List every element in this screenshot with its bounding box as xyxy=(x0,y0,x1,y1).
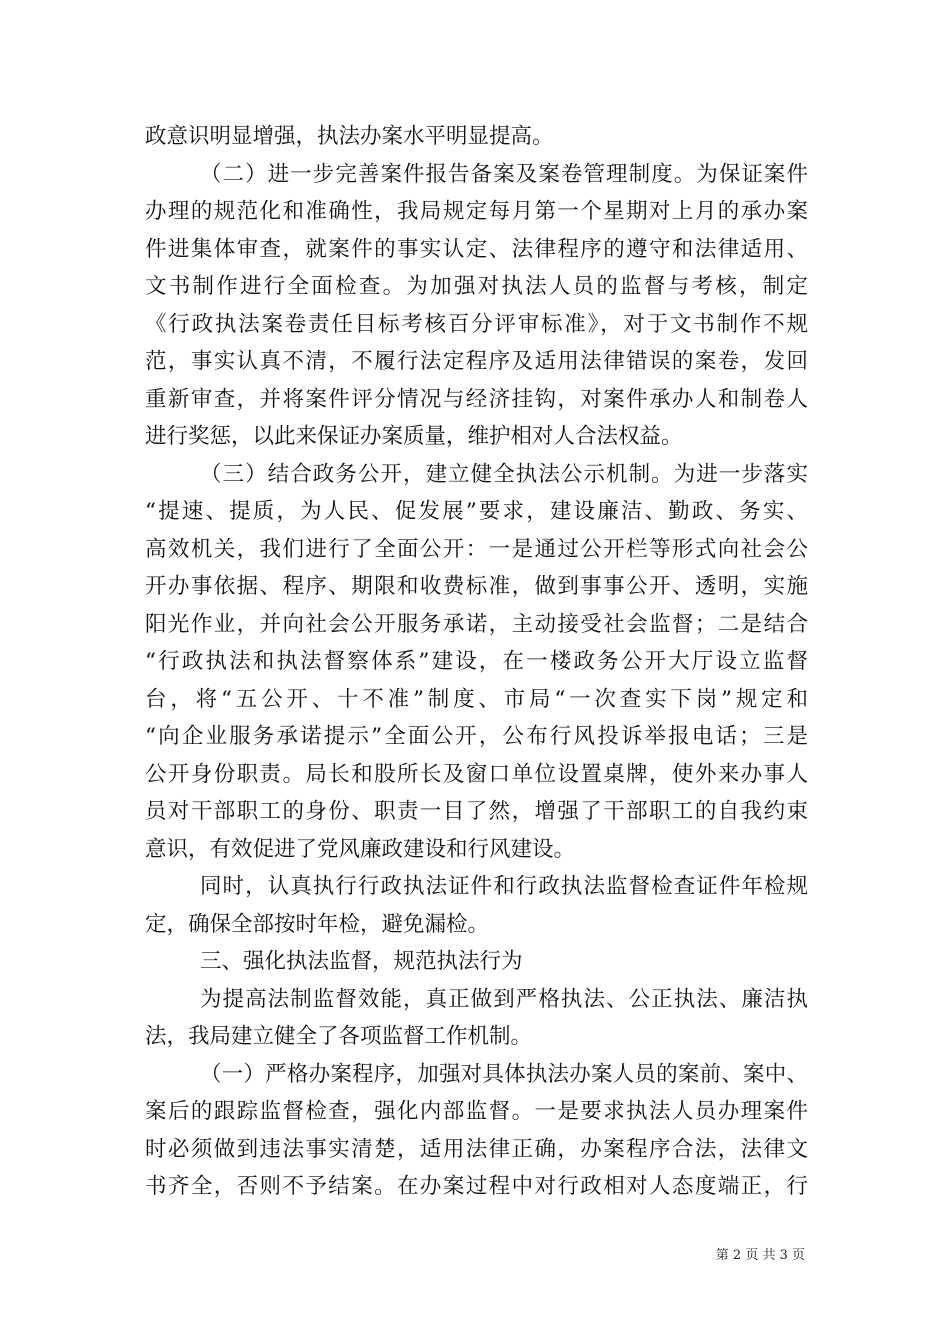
text-line: 员对干部职工的身份、职责一目了然，增强了干部职工的自我约束 xyxy=(145,799,808,824)
body-text xyxy=(145,118,808,1206)
text-line: 法，我局建立健全了各项监督工作机制。 xyxy=(145,1024,533,1049)
text-line: 定，确保全部按时年检，避免漏检。 xyxy=(145,911,490,937)
text-line: 阳光作业，并向社会公开服务承诺，主动接受社会监督；二是结合 xyxy=(145,611,808,637)
text-line: 意识，有效促进了党风廉政建设和行风建设。 xyxy=(145,836,576,862)
text-line: 案后的跟踪监督检查，强化内部监督。一是要求执法人员办理案件 xyxy=(145,1099,808,1124)
text-line: （二）进一步完善案件报告备案及案卷管理制度。为保证案件 xyxy=(200,161,808,187)
text-line: 同时，认真执行行政执法证件和行政执法监督检查证件年检规 xyxy=(200,874,808,899)
text-line: 三、强化执法监督，规范执法行为 xyxy=(200,949,523,974)
text-line: 高效机关，我们进行了全面公开：一是通过公开栏等形式向社会公 xyxy=(145,536,808,562)
text-line: 公开身份职责。局长和股所长及窗口单位设置桌牌，使外来办事人 xyxy=(145,761,808,787)
text-line: 开办事依据、程序、期限和收费标准，做到事事公开、透明，实施 xyxy=(145,574,808,599)
text-line: “向企业服务承诺提示”全面公开，公布行风投诉举报电话；三是 xyxy=(145,724,808,749)
text-line: 范，事实认真不清，不履行法定程序及适用法律错误的案卷，发回 xyxy=(145,349,808,374)
text-line: （三）结合政务公开，建立健全执法公示机制。为进一步落实 xyxy=(200,461,808,487)
text-line: （一）严格办案程序，加强对具体执法办案人员的案前、案中、 xyxy=(200,1061,808,1087)
text-line: 办理的规范化和准确性，我局规定每月第一个星期对上月的承办案 xyxy=(145,199,808,224)
text-line: 《行政执法案卷责任目标考核百分评审标准》，对于文书制作不规 xyxy=(145,311,808,337)
text-line: 件进集体审查，就案件的事实认定、法律程序的遵守和法律适用、 xyxy=(145,236,808,262)
text-line: 政意识明显增强，执法办案水平明显提高。 xyxy=(145,124,554,149)
text-line: 时必须做到违法事实清楚，适用法律正确，办案程序合法，法律文 xyxy=(145,1136,808,1162)
text-line: 台，将“五公开、十不准”制度、市局“一次查实下岗”规定和 xyxy=(145,686,808,712)
page-number: 第 2 页 共 3 页 xyxy=(715,1248,805,1263)
text-line: 重新审查，并将案件评分情况与经济挂钩，对案件承办人和制卷人 xyxy=(145,386,808,412)
text-line: 进行奖惩，以此来保证办案质量，维护相对人合法权益。 xyxy=(145,424,683,449)
text-line: “行政执法和执法督察体系”建设，在一楼政务公开大厅设立监督 xyxy=(145,649,808,674)
text-line: 文书制作进行全面检查。为加强对执法人员的监督与考核，制定 xyxy=(145,274,808,299)
text-line: 为提高法制监督效能，真正做到严格执法、公正执法、廉洁执 xyxy=(200,986,808,1012)
text-line: 书齐全，否则不予结案。在办案过程中对行政相对人态度端正，行 xyxy=(145,1174,808,1199)
text-line: “提速、提质，为人民、促发展”要求，建设廉洁、勤政、务实、 xyxy=(145,499,808,524)
